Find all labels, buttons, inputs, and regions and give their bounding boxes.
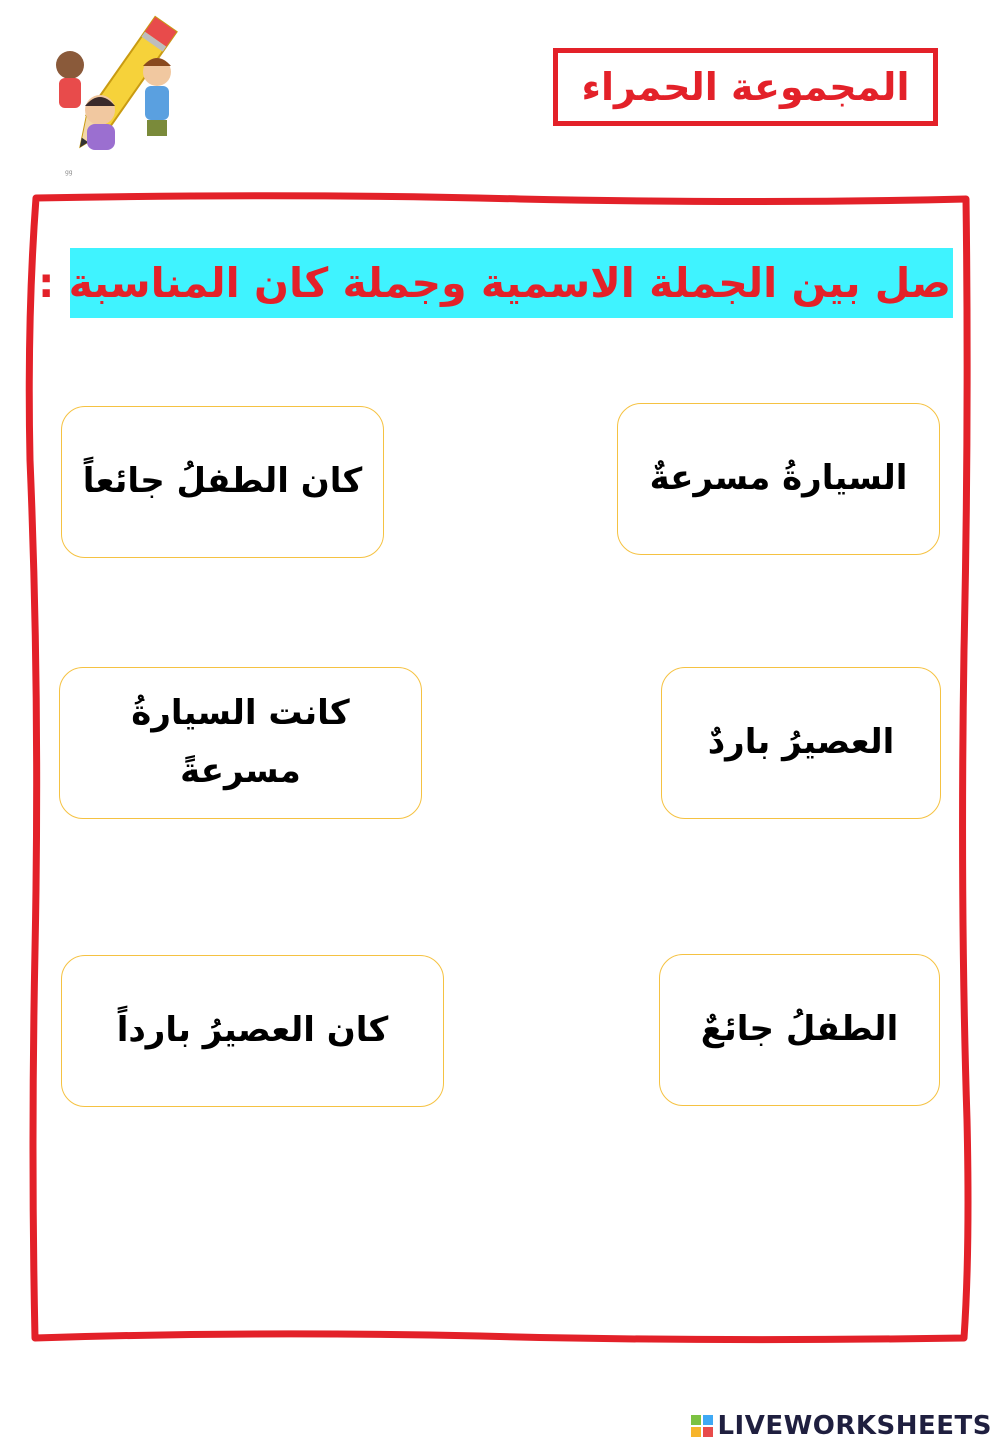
card-label: كانت السيارةُ مسرعةً — [131, 693, 350, 791]
liveworksheets-branding — [691, 1411, 992, 1441]
liveworksheets-logo-icon — [691, 1415, 713, 1437]
match-card-right-3[interactable] — [659, 954, 940, 1106]
match-card-right-2[interactable] — [661, 667, 941, 819]
card-label: كان الطفلُ جائعاً — [82, 461, 363, 502]
card-label: العصيرُ باردٌ — [707, 722, 895, 763]
brand-name: LIVEWORKSHEETS — [717, 1411, 992, 1441]
instruction-banner — [38, 248, 953, 318]
match-card-right-1[interactable] — [617, 403, 940, 555]
card-label: كان العصيرُ بارداً — [116, 1010, 389, 1051]
match-card-left-1[interactable] — [61, 406, 384, 558]
card-label: الطفلُ جائعٌ — [700, 1009, 899, 1050]
match-card-left-2[interactable] — [59, 667, 422, 819]
kids-pencil-logo-icon — [45, 10, 195, 178]
svg-text:gg: gg — [65, 169, 73, 176]
card-label: السيارةُ مسرعةٌ — [649, 458, 908, 499]
instruction-text: صل بين الجملة الاسمية وجملة كان المناسبة : — [38, 259, 951, 307]
group-title: المجموعة الحمراء — [581, 65, 910, 109]
match-card-left-3[interactable] — [61, 955, 444, 1107]
group-title-box — [553, 48, 938, 126]
